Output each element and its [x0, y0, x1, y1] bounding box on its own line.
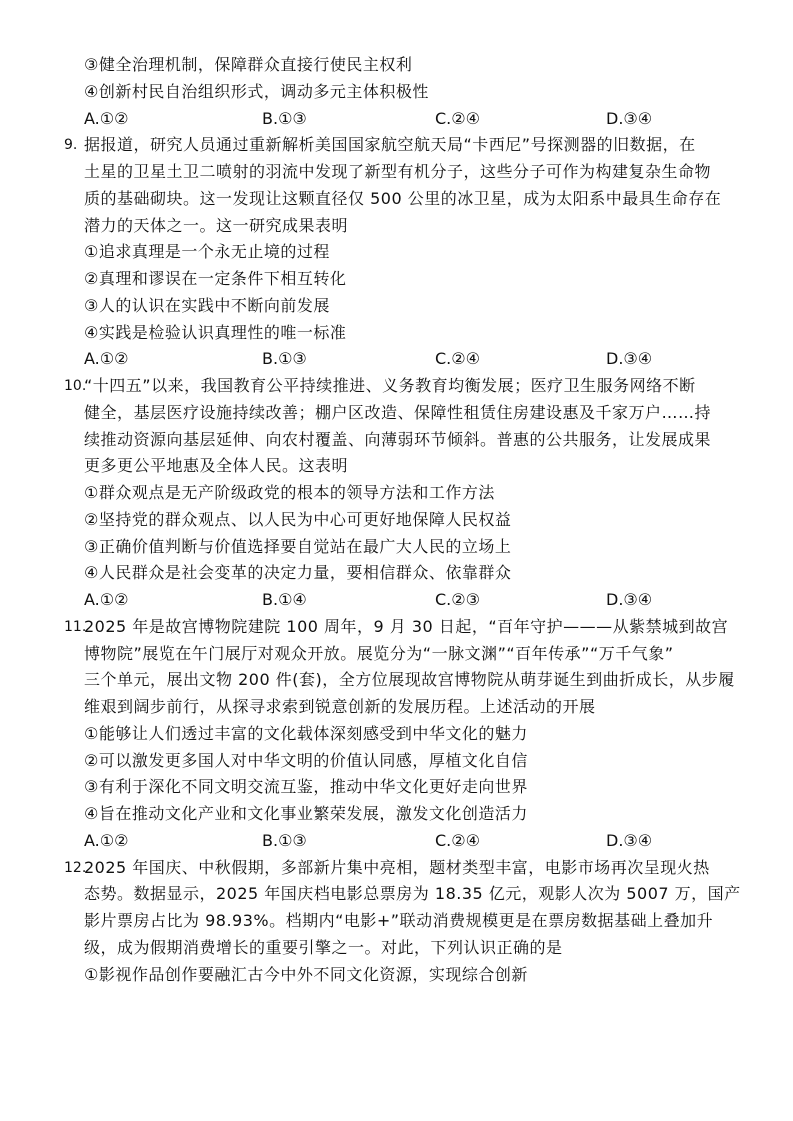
line-text: ④旨在推动文化产业和文化事业繁荣发展，激发文化创造活力	[84, 804, 528, 823]
line-text: 博物院”展览在午门展厅对观众开放。展览分为“一脉文渊”“百年传承”“万千气象”	[84, 643, 674, 663]
choice-option: C.②④	[435, 349, 480, 369]
statement-item	[0, 293, 793, 320]
choice-option: A.①②	[84, 349, 129, 369]
question-stem-line	[0, 667, 793, 694]
statement-item	[0, 748, 793, 775]
statement-item	[0, 52, 793, 79]
choice-row	[0, 106, 793, 133]
question-stem-line	[0, 855, 793, 882]
choice-option: B.①④	[262, 590, 307, 609]
choice-option: B.①③	[262, 108, 307, 128]
question-stem-line	[0, 694, 793, 721]
line-text: 质的基础砌块。这一发现让这颗直径仅 500 公里的冰卫星，成为太阳系中最具生命存在	[84, 188, 722, 208]
choice-option: D.③④	[606, 590, 653, 609]
line-text: 影片票房占比为 98.93%。档期内“电影+”联动消费规模更是在票房数据基础上叠加升	[84, 911, 714, 930]
statement-item	[0, 480, 793, 507]
statement-item	[0, 801, 793, 828]
choice-option: C.②④	[435, 108, 480, 128]
choice-option: D.③④	[606, 349, 653, 369]
statement-item	[0, 239, 793, 266]
statement-item	[0, 320, 793, 347]
choice-option: A.①②	[84, 830, 129, 850]
line-text: 更多更公平地惠及全体人民。这表明	[84, 456, 349, 476]
line-text: 续推动资源向基层延伸、向农村覆盖、向薄弱环节倾斜。普惠的公共服务，让发展成果	[84, 429, 712, 449]
question-stem-line	[0, 935, 793, 962]
question-stem-line	[0, 132, 793, 159]
choice-option: A.①②	[84, 108, 129, 128]
question-stem-line	[0, 453, 793, 480]
line-text: 维艰到阔步前行，从探寻求索到锐意创新的发展历程。上述活动的开展	[84, 697, 596, 716]
choice-option: D.③④	[606, 830, 653, 850]
line-text: ③有利于深化不同文明交流互鉴，推动中华文化更好走向世界	[84, 777, 528, 797]
statement-item	[0, 79, 793, 106]
question-stem-line	[0, 881, 793, 908]
line-text: 土星的卫星土卫二喷射的羽流中发现了新型有机分子，这些分子可作为构建复杂生命物	[84, 162, 712, 181]
line-text: 2025 年是故宫博物院建院 100 周年，9 月 30 日起，“百年守护———从紫禁城到故宫	[84, 616, 729, 636]
question-stem-line	[0, 400, 793, 427]
statement-item	[0, 266, 793, 293]
statement-item	[0, 774, 793, 801]
line-text: 2025 年国庆、中秋假期，多部新片集中亮相，题材类型丰富，电影市场再次呈现火热	[84, 857, 710, 877]
question-number: 10.	[64, 378, 87, 394]
question-stem-line	[0, 614, 793, 641]
line-text: ②可以激发更多国人对中华文明的价值认同感，厚植文化自信	[84, 750, 528, 770]
line-text: ④创新村民自治组织形式，调动多元主体积极性	[84, 81, 429, 101]
statement-item	[0, 560, 793, 587]
line-text: 健全，基层医疗设施持续改善；棚户区改造、保障性租赁住房建设惠及千家万户……持	[84, 402, 712, 422]
line-text: 态势。数据显示，2025 年国庆档电影总票房为 18.35 亿元，观影人次为 5007 万，国产	[84, 884, 741, 904]
choice-row	[0, 587, 793, 614]
exam-page	[0, 52, 793, 988]
question-stem-line	[0, 213, 793, 240]
line-text: ②真理和谬误在一定条件下相互转化	[84, 269, 347, 288]
line-text: 潜力的天体之一。这一研究成果表明	[84, 215, 349, 235]
question-number: 11.	[64, 618, 87, 635]
choice-option: C.②③	[435, 590, 480, 609]
line-text: 级，成为假期消费增长的重要引擎之一。对此，下列认识正确的是	[84, 937, 563, 957]
line-text: 据报道，研究人员通过重新解析美国国家航空航天局“卡西尼”号探测器的旧数据，在	[84, 135, 696, 155]
choice-option: D.③④	[606, 108, 653, 128]
question-number: 12.	[64, 859, 87, 876]
statement-item	[0, 721, 793, 748]
question-number: 9.	[64, 137, 78, 154]
choice-option: C.②④	[435, 830, 480, 850]
line-text: “十四五”以来，我国教育公平持续推进、义务教育均衡发展；医疗卫生服务网络不断	[84, 376, 696, 395]
line-text: ①追求真理是一个永无止境的过程	[84, 242, 330, 262]
line-text: ④实践是检验认识真理性的唯一标准	[84, 322, 347, 342]
statement-item	[0, 507, 793, 534]
line-text: ④人民群众是社会变革的决定力量，要相信群众、依靠群众	[84, 563, 512, 583]
choice-row	[0, 828, 793, 855]
line-text: ①能够让人们透过丰富的文化载体深刻感受到中华文化的魅力	[84, 723, 528, 743]
question-stem-line	[0, 908, 793, 935]
question-stem-line	[0, 641, 793, 668]
line-text: ①影视作品创作要融汇古今中外不同文化资源，实现综合创新	[84, 964, 528, 984]
question-stem-line	[0, 186, 793, 213]
line-text: ②坚持党的群众观点、以人民为中心可更好地保障人民权益	[84, 509, 512, 529]
choice-option: A.①②	[84, 590, 129, 609]
statement-item	[0, 962, 793, 989]
line-text: ③人的认识在实践中不断向前发展	[84, 295, 330, 315]
choice-option: B.①③	[262, 349, 307, 369]
question-stem-line	[0, 427, 793, 454]
question-stem-line	[0, 373, 793, 400]
question-stem-line	[0, 159, 793, 186]
line-text: ①群众观点是无产阶级政党的根本的领导方法和工作方法	[84, 483, 495, 502]
line-text: ③正确价值判断与价值选择要自觉站在最广大人民的立场上	[84, 536, 512, 556]
line-text: 三个单元，展出文物 200 件(套)，全方位展现故宫博物院从萌芽诞生到曲折成长，从步履	[84, 670, 735, 690]
choice-row	[0, 346, 793, 373]
statement-item	[0, 534, 793, 561]
line-text: ③健全治理机制，保障群众直接行使民主权利	[84, 55, 413, 74]
choice-option: B.①③	[262, 830, 307, 850]
